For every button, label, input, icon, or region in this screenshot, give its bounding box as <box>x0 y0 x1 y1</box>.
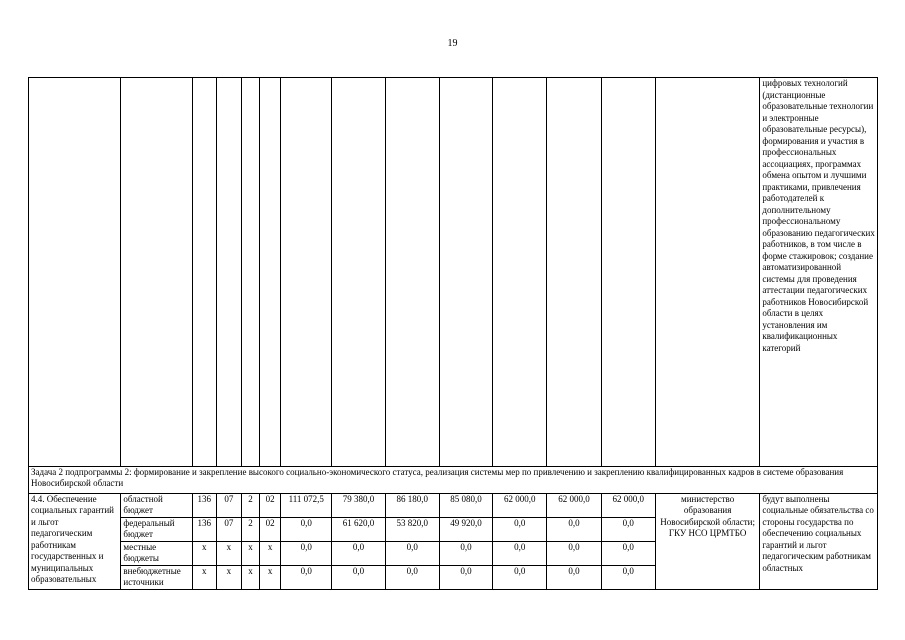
cell-empty <box>241 78 259 467</box>
cell-empty <box>281 78 332 467</box>
code-subprogram: 02 <box>260 493 281 517</box>
value-year-7: 0,0 <box>601 541 655 565</box>
code-subprogram: х <box>260 565 281 589</box>
cell-empty <box>601 78 655 467</box>
value-year-3: 0,0 <box>385 565 439 589</box>
measure-name: 4.4. Обеспечение социальных гарантий и льгот педагогическим работникам государственных и муниципальных образовательных <box>29 493 121 589</box>
cell-empty <box>547 78 601 467</box>
code-grbs: х <box>192 565 216 589</box>
value-year-7: 62 000,0 <box>601 493 655 517</box>
code-program: х <box>241 565 259 589</box>
cell-empty <box>385 78 439 467</box>
value-year-4: 0,0 <box>439 565 492 589</box>
executor: министерство образования Новосибирской области; ГКУ НСО ЦРМТБО <box>655 493 759 589</box>
value-year-5: 0,0 <box>493 517 547 541</box>
code-grbs: 136 <box>192 517 216 541</box>
value-year-3: 0,0 <box>385 541 439 565</box>
value-year-6: 0,0 <box>547 565 601 589</box>
value-year-2: 0,0 <box>332 565 385 589</box>
value-year-4: 49 920,0 <box>439 517 492 541</box>
cell-empty <box>260 78 281 467</box>
code-section: 07 <box>216 493 241 517</box>
code-subprogram: 02 <box>260 517 281 541</box>
value-year-6: 0,0 <box>547 541 601 565</box>
page-number: 19 <box>447 38 458 49</box>
code-section: 07 <box>216 517 241 541</box>
value-year-7: 0,0 <box>601 565 655 589</box>
code-grbs: х <box>192 541 216 565</box>
task-row <box>29 466 878 493</box>
program-table <box>28 77 878 590</box>
cell-empty <box>439 78 492 467</box>
value-year-1: 0,0 <box>281 517 332 541</box>
value-year-5: 0,0 <box>493 541 547 565</box>
value-year-6: 0,0 <box>547 517 601 541</box>
result-continued-text: цифровых технологий (дистанционные образовательные технологии и электронные образовательные ресурсы), формирования и участия в профессиональных ассоциациях, программах обмена опытом и лучшими практиками, привлечения работодателей к дополнительному профессиональному образованию педагогических работников, в том числе в форме стажировок; создание автоматизированной системы для проведения аттестации педагогических работников Новосибирской области в целях установления им квалификационных категорий <box>760 78 878 467</box>
value-year-2: 79 380,0 <box>332 493 385 517</box>
cell-empty <box>493 78 547 467</box>
funding-source: областной бюджет <box>121 493 192 517</box>
value-year-3: 53 820,0 <box>385 517 439 541</box>
value-year-3: 86 180,0 <box>385 493 439 517</box>
cell-empty <box>192 78 216 467</box>
value-year-1: 111 072,5 <box>281 493 332 517</box>
value-year-5: 62 000,0 <box>493 493 547 517</box>
cell-empty <box>216 78 241 467</box>
continued-row <box>29 78 878 467</box>
cell-empty <box>121 78 192 467</box>
code-subprogram: х <box>260 541 281 565</box>
funding-source: федеральный бюджет <box>121 517 192 541</box>
value-year-4: 85 080,0 <box>439 493 492 517</box>
funding-source: местные бюджеты <box>121 541 192 565</box>
value-year-1: 0,0 <box>281 541 332 565</box>
value-year-2: 61 620,0 <box>332 517 385 541</box>
code-program: х <box>241 541 259 565</box>
value-year-1: 0,0 <box>281 565 332 589</box>
code-program: 2 <box>241 493 259 517</box>
cell-empty <box>332 78 385 467</box>
code-grbs: 136 <box>192 493 216 517</box>
value-year-7: 0,0 <box>601 517 655 541</box>
value-year-4: 0,0 <box>439 541 492 565</box>
value-year-2: 0,0 <box>332 541 385 565</box>
table-row <box>29 493 878 517</box>
code-section: х <box>216 565 241 589</box>
expected-result: будут выполнены социальные обязательства со стороны государства по обеспечению социальных гарантий и льгот педагогическим работникам областных <box>760 493 878 589</box>
funding-source: внебюджетные источники <box>121 565 192 589</box>
code-program: 2 <box>241 517 259 541</box>
value-year-5: 0,0 <box>493 565 547 589</box>
task-heading: Задача 2 подпрограммы 2: формирование и закрепление высокого социально-экономического статуса, реализация системы мер по привлечению и закреплению квалифицированных кадров в системе образования Новосибирской области <box>29 466 878 493</box>
cell-empty <box>29 78 121 467</box>
cell-empty <box>655 78 759 467</box>
code-section: х <box>216 541 241 565</box>
value-year-6: 62 000,0 <box>547 493 601 517</box>
